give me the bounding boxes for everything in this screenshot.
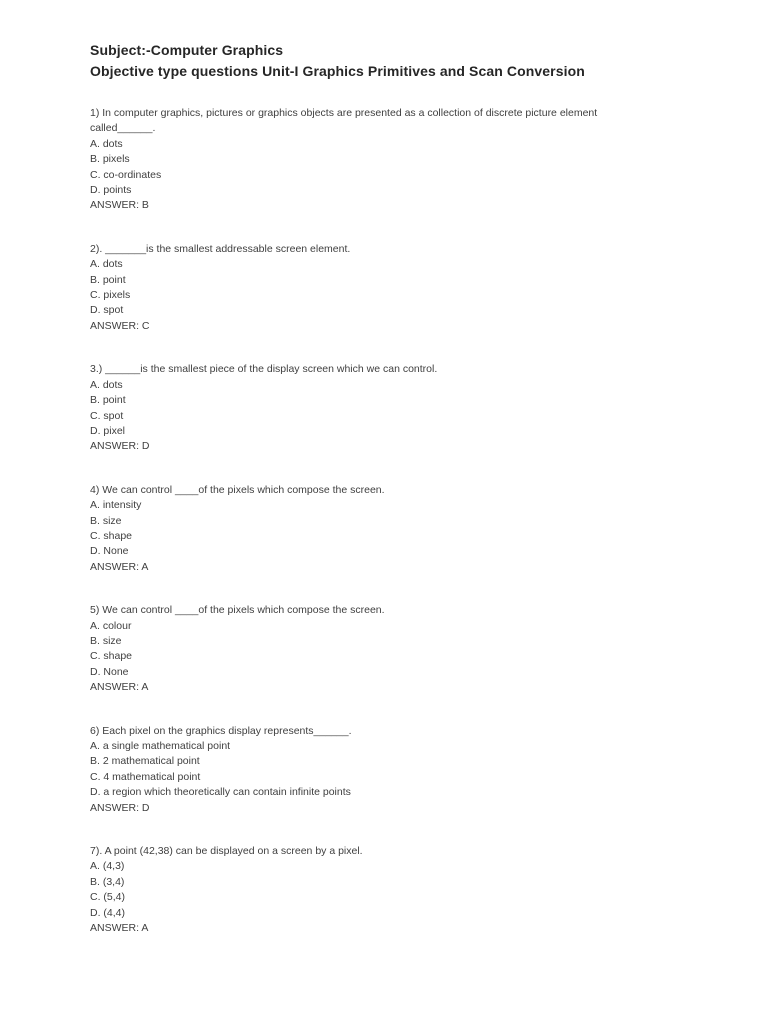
answer-option: D. pixel — [90, 424, 126, 437]
answer-option: B. (3,4) — [90, 875, 125, 888]
question-text: 7). A point (42,38) can be displayed on a screen by a pixel. — [90, 845, 363, 858]
question-block — [90, 844, 710, 936]
answer-key: ANSWER: A — [90, 681, 149, 694]
question-block — [90, 242, 710, 334]
subject-heading: Subject:-Computer Graphics — [90, 42, 284, 58]
answer-option: C. 4 mathematical point — [90, 770, 201, 783]
answer-option: A. dots — [90, 378, 123, 391]
document-title: Objective type questions Unit-I Graphics Primitives and Scan Conversion — [90, 63, 585, 79]
answer-option: B. point — [90, 394, 126, 407]
question-block — [90, 106, 710, 214]
question-text: 2). _______is the smallest addressable screen element. — [90, 242, 351, 255]
answer-option: C. spot — [90, 409, 124, 422]
answer-option: B. point — [90, 273, 126, 286]
answer-option: C. shape — [90, 650, 133, 663]
question-block — [90, 724, 710, 816]
answer-option: A. colour — [90, 619, 132, 632]
answer-key: ANSWER: D — [90, 440, 150, 453]
question-list — [90, 106, 710, 936]
answer-option: D. points — [90, 184, 132, 197]
answer-option: A. a single mathematical point — [90, 740, 231, 752]
answer-option: D. None — [90, 665, 129, 678]
question-block — [90, 603, 710, 695]
answer-option: C. (5,4) — [90, 891, 126, 904]
answer-option: D. spot — [90, 304, 124, 317]
answer-option: C. pixels — [90, 289, 131, 302]
document-page — [90, 40, 710, 964]
answer-key: ANSWER: C — [90, 319, 150, 332]
answer-option: A. dots — [90, 258, 123, 271]
answer-option: B. size — [90, 634, 122, 647]
answer-option: D. (4,4) — [90, 906, 126, 919]
answer-option: D. None — [90, 545, 129, 558]
answer-option: C. co-ordinates — [90, 168, 162, 181]
question-text: 4) We can control ____of the pixels which compose the screen. — [90, 483, 385, 496]
question-block — [90, 483, 710, 575]
document-header — [90, 40, 710, 82]
answer-option: B. pixels — [90, 153, 130, 166]
question-text: 5) We can control ____of the pixels which compose the screen. — [90, 604, 385, 617]
question-text: 3.) ______is the smallest piece of the display screen which we can control. — [90, 363, 438, 376]
answer-key: ANSWER: A — [90, 922, 149, 935]
answer-option: A. (4,3) — [90, 860, 125, 873]
answer-key: ANSWER: A — [90, 560, 149, 573]
question-text: 1) In computer graphics, pictures or graphics objects are presented as a collection of discrete picture element called______. — [90, 107, 601, 135]
answer-option: A. intensity — [90, 499, 142, 512]
answer-option: B. 2 mathematical point — [90, 755, 200, 768]
answer-option: B. size — [90, 514, 122, 527]
answer-option: C. shape — [90, 529, 133, 542]
question-text: 6) Each pixel on the graphics display represents______. — [90, 724, 352, 737]
answer-option: D. a region which theoretically can contain infinite points — [90, 786, 351, 799]
question-block — [90, 362, 710, 454]
answer-option: A. dots — [90, 137, 123, 150]
answer-key: ANSWER: D — [90, 801, 150, 814]
answer-key: ANSWER: B — [90, 199, 149, 212]
